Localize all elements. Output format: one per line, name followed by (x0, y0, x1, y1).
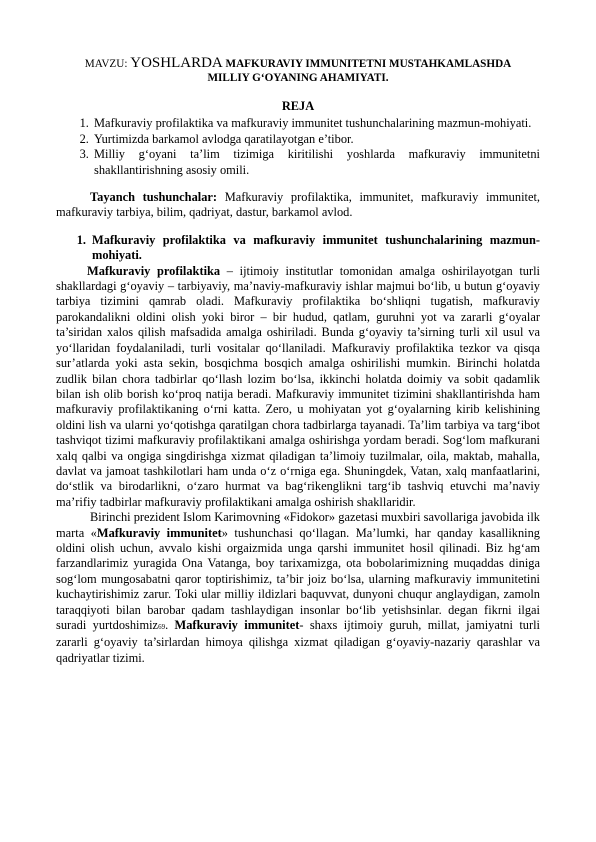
topic-lead: MAVZU: (84, 58, 131, 70)
section-title: Mafkuraviy profilaktika va mafkuraviy immunitet tushunchalarining mazmun-mohiyati. (92, 232, 540, 263)
document-page (56, 56, 540, 666)
topic-heading (56, 56, 540, 85)
plan-item: 1. Mafkuraviy profilaktika va mafkuraviy immunitet tushunchalarining mazmun-mohiyati. (92, 116, 540, 131)
plan-title: REJA (281, 99, 315, 113)
section-heading (56, 233, 540, 264)
plan-item: 2. Yurtimizda barkamol avlodga qaratilayotgan e’tibor. (92, 132, 540, 147)
section-number: 1. (76, 232, 86, 247)
paragraph-2-text-c: . (165, 618, 175, 632)
key-concepts (56, 190, 540, 221)
topic-line-1-rest: MAFKURAVIY IMMUNITETNI MUSTAHKAMLASHDA (222, 58, 512, 70)
key-concepts-text: Mafkuraviy profilaktika, immunitet, mafkuraviy immunitet, mafkuraviy tarbiya, bilim, qadriyat, dastur, barkamol avlod. (56, 190, 540, 220)
paragraph-2-text-a: Birinchi prezident Islom Karimovning «Fidokor» gazetasi muxbiri savollariga javobida ilk marta « (56, 510, 540, 540)
topic-big-word: YOSHLARDA (130, 55, 223, 71)
topic-line-2: MILLIY G‘OYANING AHAMIYATI. (207, 72, 389, 84)
term-mafkuraviy-immunitet: Mafkuraviy immunitet (96, 525, 222, 540)
term-mafkuraviy-profilaktika: Mafkuraviy profilaktika (87, 263, 221, 278)
paragraph-2 (56, 510, 540, 666)
plan-item: 3. Milliy g‘oyani ta’lim tizimiga kiritilishi yoshlarda mafkuraviy immunitetni shakllantirishning asosiy omili. (92, 147, 540, 178)
paragraph-2-text-b: » tushunchasi qo‘llagan. Ma’lumki, har qanday kasallikning oldini olish uchun, avvalo kishi orgaizmida unga qarshi immunitet hosil qilinadi. Biz hg‘am farzandlarimiz yuragida Ona Vatanga, boy tarixamizga, ota bobolarimizning muqaddas diniga sog‘lom mungosabatni qaror toptirishimiz, ta’bir joiz bo‘lsa, ularning mafkuraviy immunitetini kuchaytirishimiz zarur. Toki ular milliy ildizlari baquvvat, dunyoni chuqur anglaydigan, zamoln taraqqiyoti bilan barobar qadam tashlaydigan insonlar bo‘lib yetishsinlar. degan fikrni ilgai suradi yurtdoshimiz (56, 525, 540, 632)
paragraph-1 (56, 264, 540, 511)
paragraph-2-text-d: - shaxs ijtimoiy guruh, millat, jamiyatni turli zararli g‘oyaviy ta’sirlardan himoya qilishga xizmat qiladigan g‘oyaviy-nazariy qarashlar va qadriyatlar tizimi. (56, 618, 540, 665)
footnote-reference: 69 (158, 623, 166, 631)
paragraph-1-text: – ijtimoiy institutlar tomonidan amalga oshirilayotgan turli shakllardagi g‘oyaviy – tarbiyaviy, ma’naviy-mafkuraviy ishlar majmui bo‘lib, u butun g‘oyaviy tarbiya tizimini qamrab oladi. Mafkuraviy profilaktika bo‘shliqni tugatish, mafkuraviy parokandalikni oldini olish yoki biror – bir hudud, qatlam, guruhni yot va zararli g‘oyalar ta’siridan xalos qilish mafsadida amalga oshiriladi. Bunda g‘oyaviy ta’sirning turli xil usul va yo‘llaridan foydalaniladi, turli vositalar qo‘llaniladi. Mafkuraviy profilaktika tezkor va qisqa sur’atlarda yoki asta sekin, bosqichma bosqich amalga oshirilishi mumkin. Birinchi holatda zudlik bilan chora tadbirlar qo‘llash lozim bo‘lsa, ikkinchi holatda doimiy va sobit qadamlik bilan ish olib borish ko‘proq natija beradi. Mafkuraviy immunitet tizimini shakllantirishda ham mafkuraviy profilaktikaning o‘rni katta. Zero, u mohiyatan yot g‘oyalarning kirib kelishining oldini lish va ularni yo‘qotishga qaratilgan chora tadbirlarga tayanadi. Ta’lim tarbiya va targ‘ibot tashviqot tizimi mafkuraviy profilaktikani amalga oshirishga yordam beradi. Sog‘lom mafkurani xalq qalbi va ongiga singdirishga xizmat qiladigan ta’limoiy tuzilmalar, oila, maktab, mahalla, davlat va jamoat tashkilotlari ham unda o‘z o‘rniga ega. Shuningdek, Vatan, xalq manfaatlarini, do‘stlik va birodarlikni, o‘zaro hurmat va bag‘rikenglikni targ‘ib tashviq etuvchi ma’naviy ma’rifiy tadbirlar mafkuraviy profilaktikani amalga oshirish shakllaridir. (56, 263, 540, 509)
term-mafkuraviy-immunitet-definition: Mafkuraviy immunitet (174, 618, 300, 632)
plan-list (56, 116, 540, 178)
key-concepts-label: Tayanch tushunchalar: (90, 190, 218, 205)
topic-line-1 (56, 56, 540, 71)
